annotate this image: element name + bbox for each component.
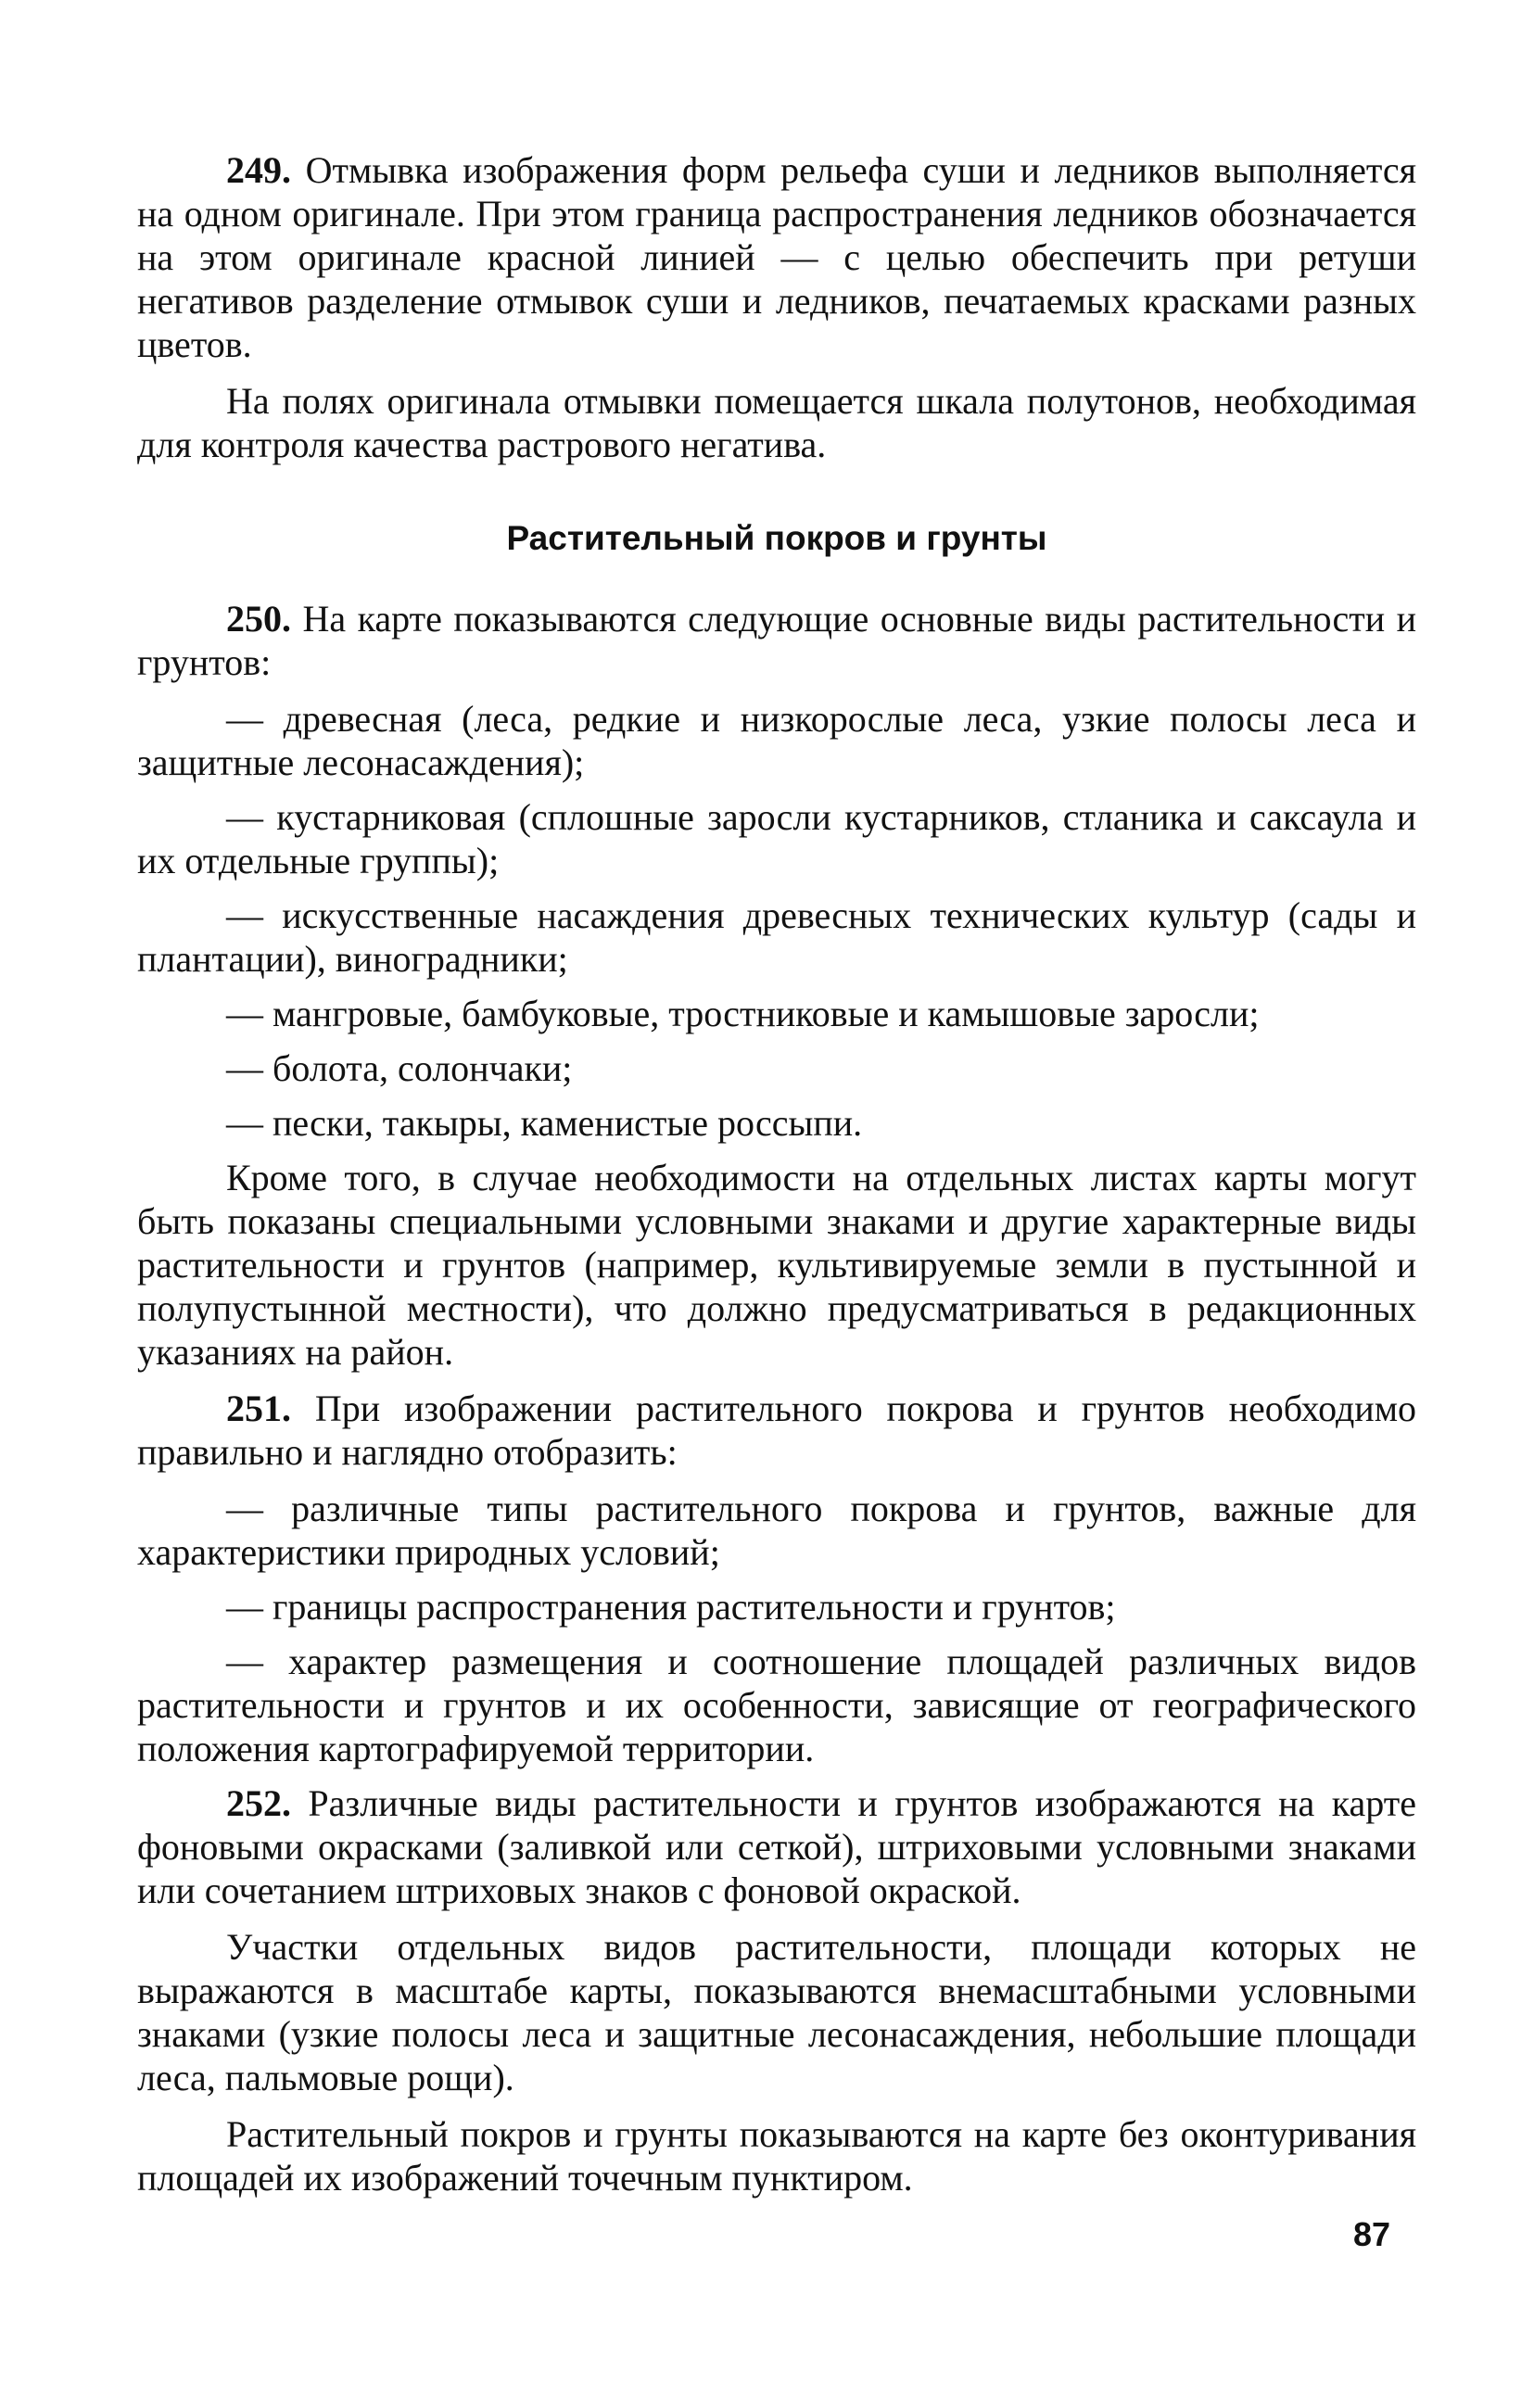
list-item: — границы распространения растительности и грунтов; bbox=[226, 1586, 1116, 1628]
paragraph-number: 252. bbox=[226, 1782, 291, 1824]
paragraph-250-continued: Кроме того, в случае необходимости на отдельных листах карты могут быть показаны специальными условными знаками и другие характерные виды растительности и грунтов (например, культивируемые земли в пустынной и полупустынной местности), что должно предусматриваться в редакционных указаниях на район. bbox=[137, 1157, 1416, 1373]
page-number: 87 bbox=[1353, 2215, 1391, 2253]
list-item: — мангровые, бамбуковые, тростниковые и камышовые заросли; bbox=[226, 993, 1260, 1034]
paragraph-number: 249. bbox=[226, 149, 291, 191]
list-item: — древесная (леса, редкие и низкорослые леса, узкие полосы леса и защитные лесонасаждения); bbox=[137, 698, 1416, 783]
paragraph-252-continued: Участки отдельных видов растительности, площади которых не выражаются в масштабе карты, показываются внемасштабными условными знаками (узкие полосы леса и защитные лесонасаждения, небольшие площади леса, пальмовые рощи). bbox=[137, 1926, 1416, 2098]
paragraph-text: При изображении растительного покрова и грунтов необходимо правильно и наглядно отобразить: bbox=[137, 1388, 1417, 1473]
list-item: — искусственные насаждения древесных технических культур (сады и плантации), виноградники; bbox=[137, 894, 1416, 980]
list-item: — кустарниковая (сплошные заросли кустарников, стланика и саксаула и их отдельные группы); bbox=[137, 796, 1416, 881]
list-item: — пески, такыры, каменистые россыпи. bbox=[226, 1102, 863, 1144]
paragraph-number: 251. bbox=[226, 1388, 291, 1429]
page-body bbox=[137, 148, 1416, 2212]
paragraph-249-continued: На полях оригинала отмывки помещается шкала полутонов, необходимая для контроля качества растрового негатива. bbox=[137, 380, 1416, 465]
list-item: — болота, солончаки; bbox=[226, 1047, 573, 1089]
paragraph-251 bbox=[137, 1387, 1416, 1474]
paragraph-252 bbox=[137, 1781, 1416, 1912]
list-item: — характер размещения и соотношение площадей различных видов растительности и грунтов и их особенности, зависящие от географического положения картографируемой территории. bbox=[137, 1641, 1416, 1769]
paragraph-249 bbox=[137, 148, 1416, 366]
paragraph-250 bbox=[137, 597, 1416, 684]
paragraph-text: Отмывка изображения форм рельефа суши и ледников выполняется на одном оригинале. При этом граница распространения ледников обозначается на этом оригинале красной линией — с целью обеспечить при ретуши негативов разделение отмывок суши и ледников, печатаемых красками разных цветов. bbox=[137, 149, 1417, 365]
paragraph-text: Различные виды растительности и грунтов изображаются на карте фоновыми окрасками (заливкой или сеткой), штриховыми условными знаками или сочетанием штриховых знаков с фоновой окраской. bbox=[137, 1782, 1417, 1911]
paragraph-number: 250. bbox=[226, 598, 291, 640]
paragraph-text: На карте показываются следующие основные виды растительности и грунтов: bbox=[137, 598, 1417, 683]
section-heading: Растительный покров и грунты bbox=[506, 519, 1047, 557]
list-item: — различные типы растительного покрова и грунтов, важные для характеристики природных условий; bbox=[137, 1488, 1416, 1573]
paragraph-252-final: Растительный покров и грунты показываются на карте без оконтуривания площадей их изображений точечным пунктиром. bbox=[137, 2113, 1416, 2199]
